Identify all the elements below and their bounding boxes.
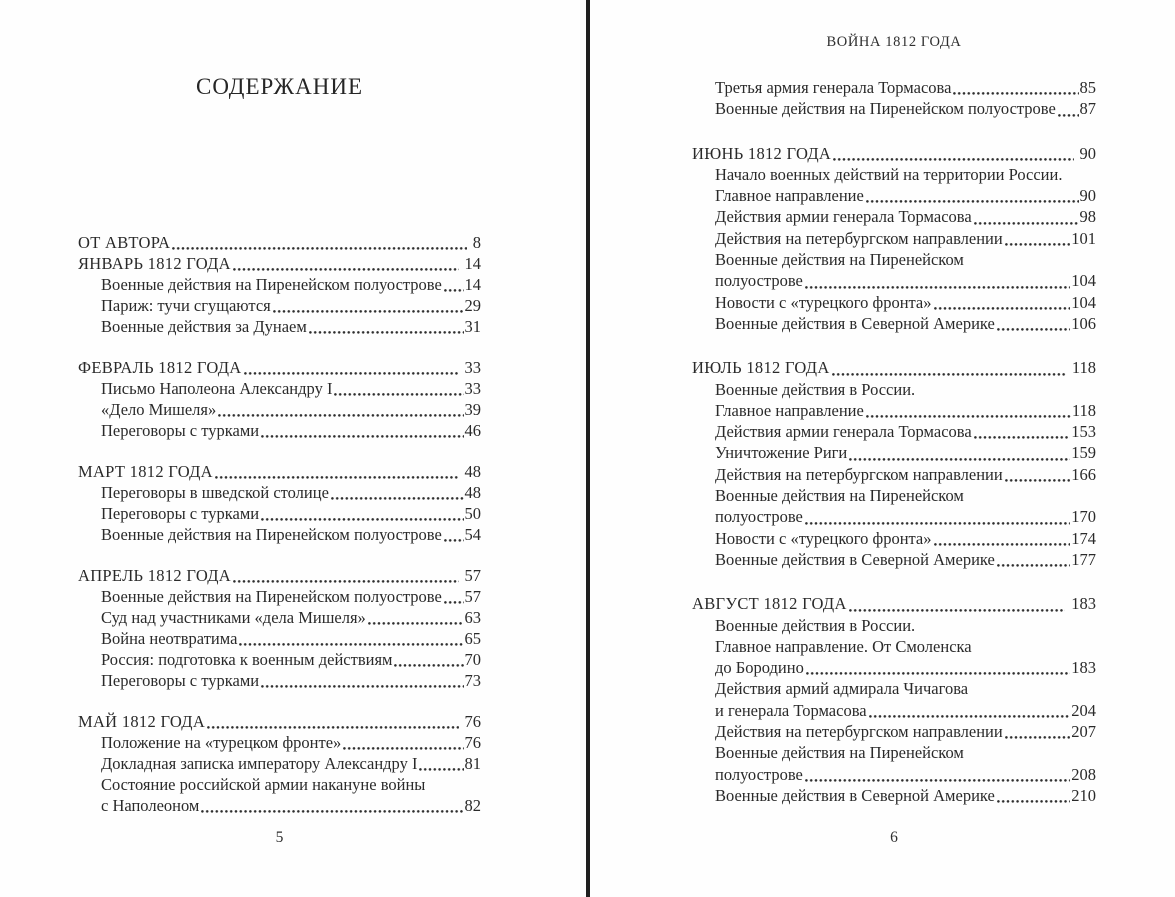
toc-entry-title: Новости с «турецкого фронта»: [715, 528, 932, 548]
dot-leader: [368, 607, 464, 628]
toc-entry-page: 85: [1079, 78, 1096, 97]
toc-entry-page: 90: [1079, 186, 1096, 206]
toc-entry-title: Военные действия на Пиренейском полуострове: [101, 275, 442, 294]
toc-sub-entry: [692, 464, 1096, 485]
toc-entry-title: ФЕВРАЛЬ 1812 ГОДА: [78, 358, 242, 377]
dot-leader: [869, 700, 1071, 721]
toc-entry-title: Состояние российской армии накануне войны: [101, 775, 426, 794]
toc-chapter-entry: [78, 253, 481, 274]
toc-sub-entry: [78, 420, 481, 441]
toc-entry-title: МАЙ 1812 ГОДА: [78, 712, 206, 731]
toc-entry-page: 54: [464, 525, 481, 544]
toc-entry-title: Военные действия на Пиренейском: [715, 743, 964, 763]
toc-entry-title: Париж: тучи сгущаются: [101, 296, 271, 315]
toc-entry-title: ЯНВАРЬ 1812 ГОДА: [78, 254, 231, 273]
dot-leader: [419, 753, 463, 774]
toc-sub-entry: [692, 77, 1096, 98]
toc-sub-entry: [78, 482, 481, 503]
dot-leader: [233, 253, 459, 274]
toc-sub-entry: [78, 503, 481, 524]
toc-entry-page: 29: [464, 296, 481, 315]
dot-leader: [207, 711, 458, 732]
toc-entry-title: Действия на петербургском направлении: [715, 722, 1003, 742]
toc-entry-page: 82: [464, 796, 481, 815]
toc-entry-page: 204: [1071, 700, 1096, 720]
toc-entry-page: 33: [464, 358, 481, 377]
toc-chapter-entry: [78, 232, 481, 253]
toc-entry-page: 76: [464, 733, 481, 752]
dot-leader: [172, 232, 466, 253]
toc-sub-entry: [78, 399, 481, 420]
dot-leader: [1005, 721, 1071, 742]
toc-entry-title: Третья армия генерала Тормасова: [715, 78, 952, 97]
toc-sub-entry: [692, 292, 1096, 313]
toc-sub-entry: [78, 795, 481, 816]
toc-entry-title: Суд над участниками «дела Мишеля»: [101, 608, 366, 627]
left-page-number: 5: [275, 829, 284, 846]
toc-entry-title: Военные действия в Северной Америке: [715, 549, 995, 569]
toc-chapter-entry: [78, 565, 481, 586]
toc-sub-entry: [78, 649, 481, 670]
toc-entry-title: Новости с «турецкого фронта»: [715, 292, 932, 312]
toc-entry-page: 177: [1071, 549, 1096, 569]
toc-entry-page: 104: [1071, 292, 1096, 312]
toc-entry-page: 104: [1071, 271, 1096, 291]
toc-entry-page: 208: [1071, 764, 1096, 784]
dot-leader: [866, 400, 1071, 421]
dot-leader: [974, 206, 1079, 227]
toc-chapter-entry: [78, 357, 481, 378]
toc-entry-title: Докладная записка императору Александру I: [101, 754, 418, 773]
toc-entry-title: Действия на петербургском направлении: [715, 228, 1003, 248]
toc-sub-entry: [692, 164, 1096, 185]
toc-sub-entry: [692, 742, 1096, 763]
dot-leader: [309, 316, 464, 337]
toc-sub-entry: [692, 636, 1096, 657]
toc-entry-title: Действия армии генерала Тормасова: [715, 422, 972, 442]
dot-leader: [997, 785, 1070, 806]
toc-entry-page: 76: [464, 712, 481, 731]
toc-entry-title: Положение на «турецком фронте»: [101, 733, 342, 752]
toc-entry-page: 174: [1071, 528, 1096, 548]
toc-entry-page: 81: [464, 754, 481, 773]
toc-entry-page: 159: [1071, 443, 1096, 463]
toc-sub-entry: [692, 785, 1096, 806]
toc-entry-page: 101: [1071, 228, 1096, 248]
dot-leader: [394, 649, 463, 670]
toc-entry-page: 183: [1071, 594, 1096, 614]
left-page: [78, 0, 481, 897]
toc-sub-entry: [692, 485, 1096, 506]
toc-entry-page: 90: [1079, 143, 1096, 163]
dot-leader: [953, 77, 1078, 98]
dot-leader: [934, 292, 1071, 313]
toc-sub-entry: [692, 442, 1096, 463]
toc-entry-title: АВГУСТ 1812 ГОДА: [692, 594, 847, 614]
dot-leader: [244, 357, 459, 378]
toc-entry-title: Переговоры с турками: [101, 421, 260, 440]
toc-entry-title: Россия: подготовка к военным действиям: [101, 650, 393, 669]
page-divider: [586, 0, 590, 897]
toc-entry-title: полуострове: [715, 764, 803, 784]
dot-leader: [806, 657, 1070, 678]
toc-sub-entry: [692, 506, 1096, 527]
toc-entry-title: АПРЕЛЬ 1812 ГОДА: [78, 566, 231, 585]
toc-entry-page: 70: [464, 650, 481, 669]
right-page: [692, 0, 1096, 897]
toc-entry-title: Переговоры с турками: [101, 504, 260, 523]
toc-entry-title: и генерала Тормасова: [715, 700, 867, 720]
toc-chapter-entry: [692, 593, 1096, 614]
toc-entry-title: ИЮНЬ 1812 ГОДА: [692, 143, 832, 163]
toc-entry-title: Главное направление. От Смоленска: [715, 636, 972, 656]
dot-leader: [261, 670, 463, 691]
right-page-number: 6: [890, 829, 898, 846]
toc-entry-title: Военные действия в России.: [715, 379, 916, 399]
toc-sub-entry: [692, 379, 1096, 400]
toc-chapter-entry: [78, 711, 481, 732]
toc-entry-title: Начало военных действий на территории России.: [715, 164, 1063, 184]
dot-leader: [1005, 464, 1071, 485]
dot-leader: [805, 270, 1070, 291]
toc-entry-page: 207: [1071, 722, 1096, 742]
toc-entry-page: 153: [1071, 422, 1096, 442]
toc-entry-title: полуострове: [715, 271, 803, 291]
toc-entry-title: до Бородино: [715, 658, 804, 678]
toc-entry-page: 87: [1079, 99, 1096, 119]
toc-entry-page: 14: [464, 275, 481, 294]
toc-entry-page: 183: [1071, 658, 1096, 678]
dot-leader: [974, 421, 1071, 442]
toc-entry-title: ИЮЛЬ 1812 ГОДА: [692, 358, 830, 378]
toc-entry-title: Письмо Наполеона Александру I: [101, 379, 333, 398]
toc-entry-page: 8: [472, 233, 481, 252]
toc-entry-title: с Наполеоном: [101, 796, 200, 815]
toc-entry-page: 31: [464, 317, 481, 336]
dot-leader: [233, 565, 459, 586]
dot-leader: [343, 732, 463, 753]
dot-leader: [849, 442, 1070, 463]
dot-leader: [215, 461, 459, 482]
toc-entry-page: 48: [464, 462, 481, 481]
toc-entry-title: Действия на петербургском направлении: [715, 464, 1003, 484]
dot-leader: [832, 357, 1066, 378]
toc-sub-entry: [78, 607, 481, 628]
dot-leader: [444, 586, 464, 607]
dot-leader: [261, 420, 463, 441]
dot-leader: [934, 528, 1071, 549]
toc-chapter-entry: [692, 143, 1096, 164]
dot-leader: [444, 274, 464, 295]
toc-entry-title: Переговоры в шведской столице: [101, 483, 329, 502]
toc-entry-page: 118: [1071, 358, 1096, 378]
toc-entry-page: 166: [1071, 464, 1096, 484]
toc-sub-entry: [692, 764, 1096, 785]
toc-entry-page: 33: [464, 379, 481, 398]
dot-leader: [997, 549, 1070, 570]
dot-leader: [805, 506, 1070, 527]
toc-entry-page: 65: [464, 629, 481, 648]
toc-sub-entry: [78, 670, 481, 691]
toc-entry-page: 50: [464, 504, 481, 523]
toc-entry-page: 39: [464, 400, 481, 419]
toc-entry-title: ОТ АВТОРА: [78, 233, 171, 252]
toc-entry-page: 106: [1071, 313, 1096, 333]
toc-entry-title: Главное направление: [715, 186, 864, 206]
toc-entry-title: Военные действия на Пиренейском полуострове: [715, 99, 1056, 119]
toc-entry-title: Война неотвратима: [101, 629, 238, 648]
toc-sub-entry: [692, 228, 1096, 249]
toc-entry-title: «Дело Мишеля»: [101, 400, 217, 419]
toc-entry-page: 73: [464, 671, 481, 690]
toc-entry-title: полуострове: [715, 507, 803, 527]
toc-sub-entry: [692, 206, 1096, 227]
toc-entry-title: Действия армии генерала Тормасова: [715, 207, 972, 227]
toc-entry-title: Главное направление: [715, 400, 864, 420]
toc-sub-entry: [692, 700, 1096, 721]
toc-list-left: [78, 232, 481, 816]
toc-entry-title: Военные действия на Пиренейском: [715, 486, 964, 506]
toc-list-right: [692, 77, 1096, 806]
toc-sub-entry: [78, 732, 481, 753]
toc-entry-page: 210: [1071, 785, 1096, 805]
toc-entry-title: Военные действия на Пиренейском полуострове: [101, 525, 442, 544]
toc-entry-page: 170: [1071, 507, 1096, 527]
toc-sub-entry: [692, 615, 1096, 636]
dot-leader: [331, 482, 464, 503]
toc-title: СОДЕРЖАНИЕ: [195, 74, 363, 99]
toc-sub-entry: [692, 678, 1096, 699]
toc-sub-entry: [78, 274, 481, 295]
toc-sub-entry: [78, 378, 481, 399]
dot-leader: [273, 295, 464, 316]
toc-entry-page: 63: [464, 608, 481, 627]
toc-sub-entry: [692, 549, 1096, 570]
toc-entry-page: 48: [464, 483, 481, 502]
toc-sub-entry: [78, 774, 481, 795]
toc-entry-page: 98: [1079, 207, 1096, 227]
toc-chapter-entry: [692, 357, 1096, 378]
toc-sub-entry: [78, 753, 481, 774]
dot-leader: [833, 143, 1073, 164]
toc-entry-title: Военные действия на Пиренейском: [715, 250, 964, 270]
toc-sub-entry: [78, 524, 481, 545]
toc-sub-entry: [78, 586, 481, 607]
toc-sub-entry: [692, 528, 1096, 549]
dot-leader: [201, 795, 463, 816]
dot-leader: [334, 378, 463, 399]
toc-entry-title: Военные действия в России.: [715, 615, 916, 635]
dot-leader: [849, 593, 1066, 614]
toc-entry-page: 57: [464, 566, 481, 585]
toc-sub-entry: [78, 316, 481, 337]
toc-entry-title: Переговоры с турками: [101, 671, 260, 690]
toc-sub-entry: [692, 400, 1096, 421]
toc-sub-entry: [692, 657, 1096, 678]
toc-entry-title: МАРТ 1812 ГОДА: [78, 462, 213, 481]
running-header: ВОЙНА 1812 ГОДА: [826, 34, 962, 50]
toc-sub-entry: [692, 185, 1096, 206]
dot-leader: [997, 313, 1070, 334]
toc-sub-entry: [692, 270, 1096, 291]
toc-sub-entry: [692, 421, 1096, 442]
toc-entry-title: Уничтожение Риги: [715, 443, 848, 463]
toc-entry-title: Военные действия за Дунаем: [101, 317, 307, 336]
toc-entry-title: Военные действия в Северной Америке: [715, 785, 995, 805]
dot-leader: [805, 764, 1070, 785]
toc-chapter-entry: [78, 461, 481, 482]
toc-sub-entry: [692, 721, 1096, 742]
toc-sub-entry: [692, 98, 1096, 119]
toc-sub-entry: [78, 295, 481, 316]
dot-leader: [261, 503, 463, 524]
toc-entry-page: 57: [464, 587, 481, 606]
dot-leader: [866, 185, 1079, 206]
dot-leader: [1005, 228, 1071, 249]
dot-leader: [218, 399, 463, 420]
dot-leader: [1058, 98, 1079, 119]
toc-sub-entry: [692, 313, 1096, 334]
toc-entry-title: Военные действия на Пиренейском полуострове: [101, 587, 442, 606]
toc-entry-page: 46: [464, 421, 481, 440]
toc-entry-page: 118: [1071, 400, 1096, 420]
toc-sub-entry: [692, 249, 1096, 270]
toc-entry-page: 14: [464, 254, 481, 273]
toc-sub-entry: [78, 628, 481, 649]
toc-entry-title: Действия армий адмирала Чичагова: [715, 679, 969, 699]
dot-leader: [239, 628, 463, 649]
toc-entry-title: Военные действия в Северной Америке: [715, 313, 995, 333]
dot-leader: [444, 524, 464, 545]
